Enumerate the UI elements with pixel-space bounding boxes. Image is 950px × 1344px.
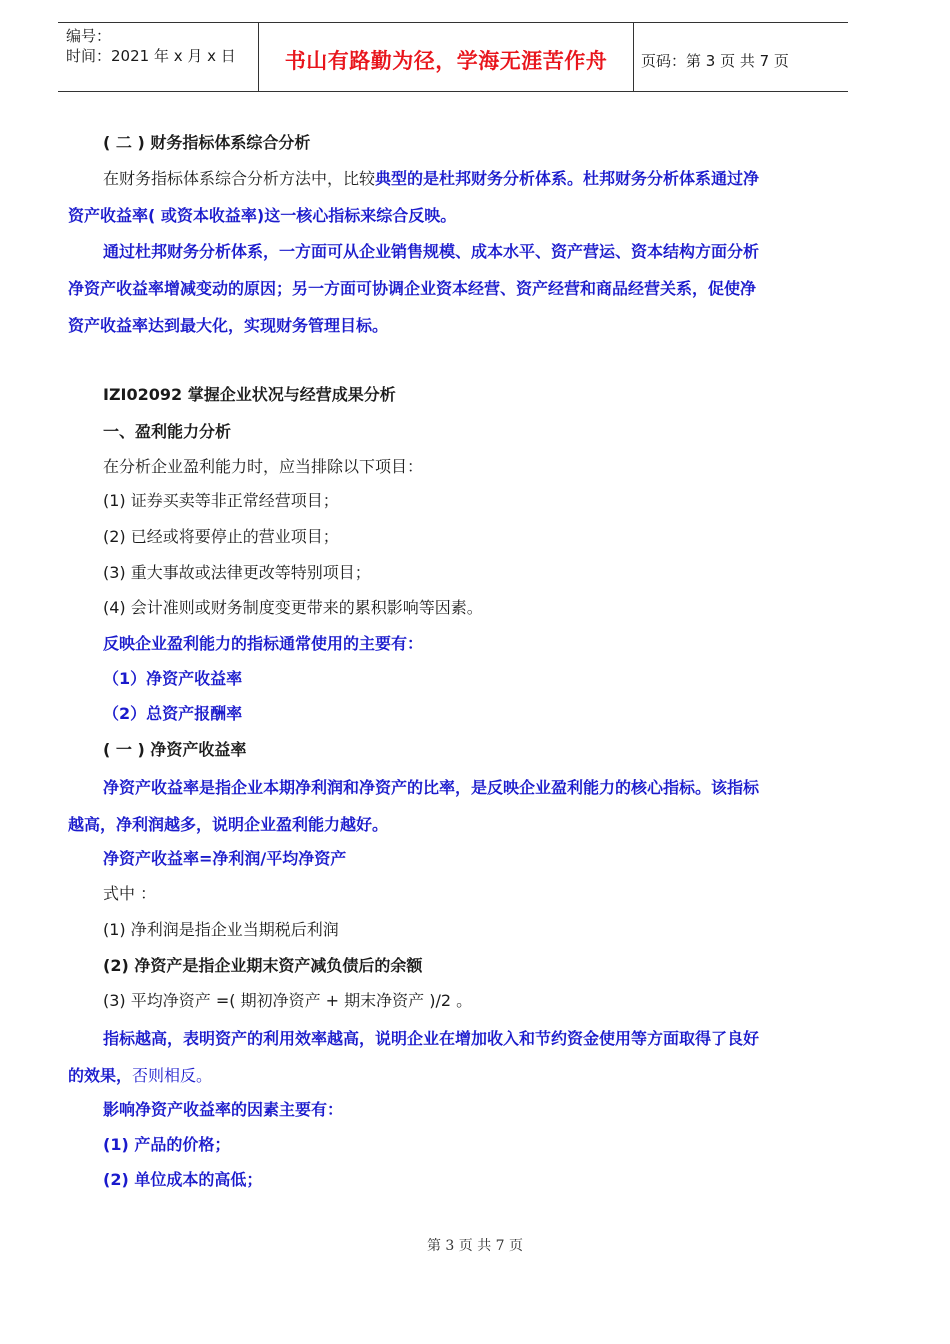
roe-definition-line-1: 净资产收益率是指企业本期净利润和净资产的比率，是反映企业盈利能力的核心指标。该指标 <box>103 778 760 797</box>
list-item: (2) 已经或将要停止的营业项目； <box>103 527 339 546</box>
motto-text: 书山有路勤为径，学海无涯苦作舟 <box>284 48 608 73</box>
section-profitability: 一、盈利能力分析 <box>103 422 232 441</box>
factors-heading: 影响净资产收益率的因素主要有： <box>103 1100 344 1119</box>
list-item: (3) 重大事故或法律更改等特别项目； <box>103 563 371 582</box>
header-center-cell <box>258 23 634 91</box>
izi-section-title: IZI02092 掌握企业状况与经营成果分析 <box>103 385 396 404</box>
paragraph-2-line-3: 资产收益率达到最大化，实现财务管理目标。 <box>68 316 389 335</box>
section-title-2: ( 二 ) 财务指标体系综合分析 <box>103 133 311 152</box>
date-label: 时间：2021 年 x 月 x 日 <box>66 47 236 65</box>
page-info: 页码：第 3 页 共 7 页 <box>641 52 789 70</box>
efficiency-line-1: 指标越高，表明资产的利用效率越高，说明企业在增加收入和节约资金使用等方面取得了良好 <box>103 1029 760 1048</box>
list-item: (4) 会计准则或财务制度变更带来的累积影响等因素。 <box>103 598 483 617</box>
roe-definition-line-2: 越高，净利润越多，说明企业盈利能力越好。 <box>68 815 389 834</box>
efficiency-plain: 否则相反。 <box>132 1066 213 1085</box>
subsection-roe: ( 一 ) 净资产收益率 <box>103 740 247 759</box>
number-label: 编号： <box>66 27 112 45</box>
paragraph-2-line-2: 净资产收益率增减变动的原因；另一方面可协调企业资本经营、资产经营和商品经营关系，促使净 <box>68 279 757 298</box>
page-footer: 第 3 页 共 7 页 <box>426 1238 524 1254</box>
factor-item: (2) 单位成本的高低； <box>103 1170 263 1189</box>
paragraph-1-emphasis: 典型的是杜邦财务分析体系。杜邦财务分析体系通过净 <box>375 169 760 188</box>
paragraph-2-line-1: 通过杜邦财务分析体系，一方面可从企业销售规模、成本水平、资产营运、资本结构方面分析 <box>103 242 760 261</box>
list-item: (1) 证券买卖等非正常经营项目； <box>103 491 339 510</box>
paragraph-1-line-1 <box>103 169 759 189</box>
indicator-item: （1）净资产收益率 <box>103 669 243 688</box>
formula-term: (1) 净利润是指企业当期税后利润 <box>103 920 339 939</box>
indicator-item: （2）总资产报酬率 <box>103 704 243 723</box>
header-table <box>58 22 848 92</box>
paragraph-1-line-2: 资产收益率( 或资本收益率)这一核心指标来综合反映。 <box>68 206 457 225</box>
intro-text: 在分析企业盈利能力时，应当排除以下项目： <box>103 457 424 476</box>
formula-term: (2) 净资产是指企业期末资产减负债后的余额 <box>103 956 423 975</box>
header-right-cell <box>633 23 848 91</box>
paragraph-1-plain: 在财务指标体系综合分析方法中，比较 <box>103 169 376 188</box>
factor-item: (1) 产品的价格； <box>103 1135 231 1154</box>
efficiency-emphasis: 的效果， <box>68 1066 133 1085</box>
header-left-cell <box>58 23 258 91</box>
roe-formula: 净资产收益率=净利润/平均净资产 <box>103 849 347 868</box>
formula-term: (3) 平均净资产 =( 期初净资产 + 期末净资产 )/2 。 <box>103 991 473 1010</box>
efficiency-line-2 <box>68 1066 212 1086</box>
indicators-heading: 反映企业盈利能力的指标通常使用的主要有： <box>103 634 424 653</box>
where-label: 式中 ： <box>103 884 157 903</box>
